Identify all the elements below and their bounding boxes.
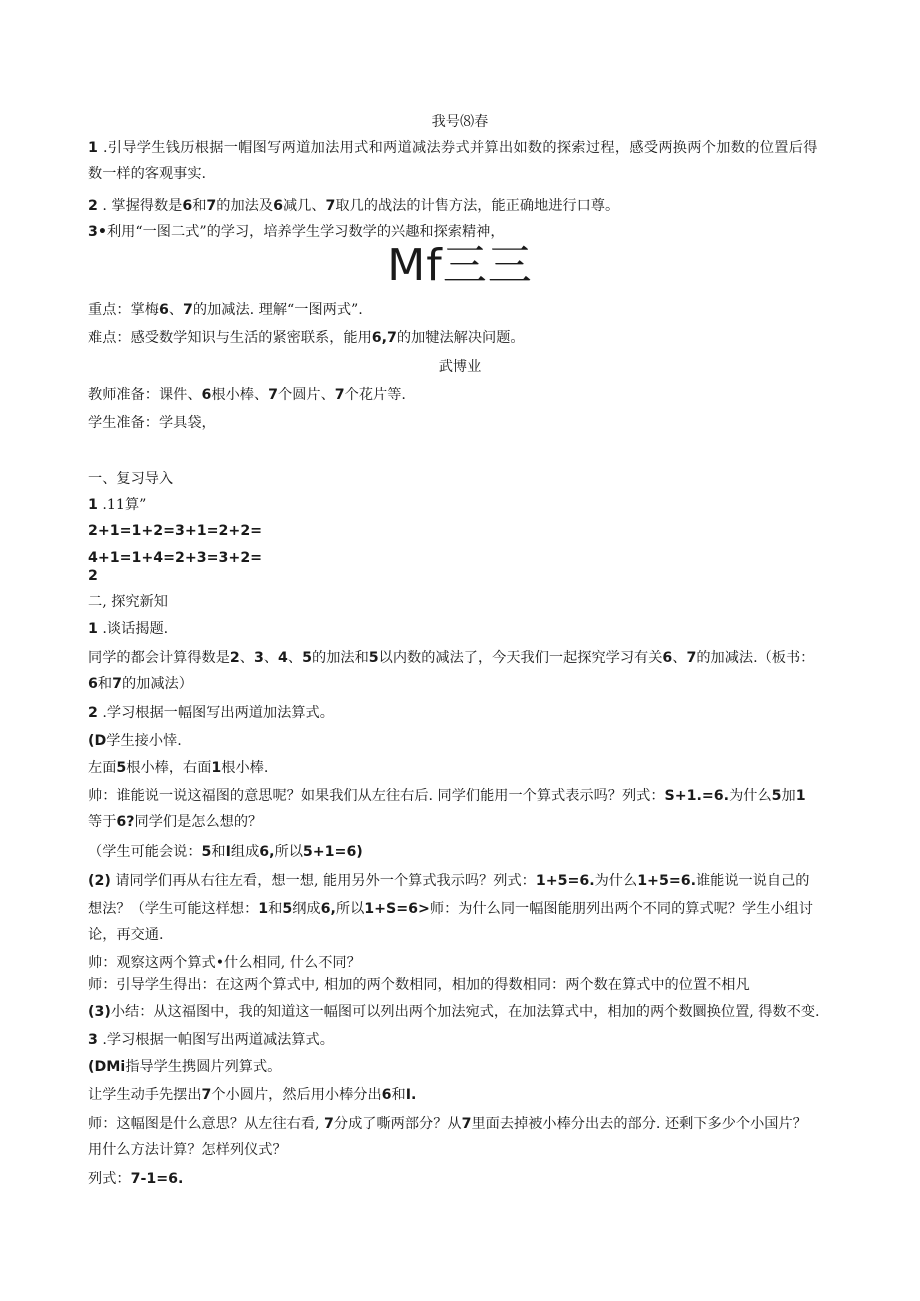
preparation-heading: 武博业 (438, 359, 482, 375)
observe-line: 帅：观察这两个算式•什么相同, 什么不同？ (88, 955, 361, 971)
section-1-heading: 一、复习导入 (88, 471, 174, 487)
objective-1-cont: 数一样的客观事实. (88, 166, 207, 182)
step-2-3: 3 .学习根据一帕图写出两道减法算式。 (88, 1032, 334, 1048)
step-2-1: 1 .谈话揭题. (88, 621, 169, 637)
question-2-cont-2: 论，再交通. (88, 927, 164, 943)
equation-line-2: 4+1=1+4=2+3=3+2= (88, 550, 263, 566)
teacher-question-1-cont: 等于6?同学们是怎么想的？ (88, 814, 263, 830)
summary-line: (3)小结：从这福图中，我的知道这一幅图可以列出两个加法宛式，在加法算式中，相加的两个数圜换位置, 得数不变. (88, 1004, 820, 1020)
student-prep: 学生准备：学具袋， (88, 415, 216, 431)
substep-dmi: (DMi指导学生携圆片列算式。 (88, 1059, 282, 1075)
question-2-cont: 想法？（学生可能这样想：1和5纲成6,所以1+S=6>师：为什么同一幅图能朋列出两个不同的算式呢？学生小组讨 (88, 901, 813, 917)
page-title: 我号⑻春 (431, 114, 489, 130)
step-2-2: 2 .学习根据一幅图写出两道加法算式。 (88, 705, 334, 721)
objective-1: 1 .引导学生钱历根据一帽图写两道加法用式和两道减法券式并算出如数的探索过程，感受两换两个加数的位置后得 (88, 140, 818, 156)
step-1: 1 .11算” (88, 497, 147, 513)
equation-line-3: 2 (88, 568, 98, 584)
teacher-question-2-cont: 用什么方法计算？怎样列仪式？ (88, 1142, 287, 1158)
objective-3: 3•利用“一图二式”的学习，培养学生学习数学的兴趣和探索精神， (88, 224, 505, 240)
sticks-description: 左面5根小棒，右面1根小棒. (88, 760, 269, 776)
equation-line-1: 2+1=1+2=3+1=2+2= (88, 523, 263, 539)
paragraph-intro: 同学的都会计算得数是2、3、4、5的加法和5以内数的减法了，今天我们一起探究学习有关6、7的加减法.（板书： (88, 650, 815, 666)
question-2: (2) 请同学们再从右往左看，想一想, 能用另外一个算式我示吗？列式：1+5=6.为什么1+5=6.谁能说一说自己的 (88, 873, 810, 889)
guide-line: 师：引导学生得出：在这两个算式中, 相加的两个数相同，相加的得数相同：两个数在算式中的位置不相凡 (88, 977, 750, 993)
teacher-prep: 教师准备：课件、6根小棒、7个圆片、7个花片等. (88, 387, 406, 403)
student-answer-1: （学生可能会说：5和I组成6,所以5+1=6) (88, 844, 363, 860)
section-2-heading: 二, 探究新知 (88, 594, 168, 610)
difficulty: 难点：感受数学知识与生活的紧密联系，能用6,7的加犍法解决问题。 (88, 330, 525, 346)
final-equation: 列式：7-1=6. (88, 1171, 184, 1187)
substep-1: (D学生接小悻. (88, 733, 182, 749)
section-heading-large: Mf三三 (387, 240, 533, 291)
objective-2: 2 . 掌握得数是6和7的加法及6减几、7取几的战法的计售方法，能正确地进行口尊。 (88, 198, 620, 214)
key-point: 重点：掌梅6、7的加减法. 理解“一图两式”. (88, 302, 363, 318)
arrange-line: 让学生动手先摆出7个小圆片，然后用小棒分出6和I. (88, 1087, 417, 1103)
teacher-question-2: 师：这幅图是什么意思？从左往右看, 7分成了嘶两部分？从7里面去掉被小棒分出去的部分. 还剩下多少个小国片？ (88, 1116, 807, 1132)
teacher-question-1: 帅：谁能说一说这福图的意思呢？如果我们从左往右后. 同学们能用一个算式表示吗？列式：S+1.=6.为什么5加1 (88, 788, 806, 804)
paragraph-intro-cont: 6和7的加减法） (88, 676, 193, 692)
